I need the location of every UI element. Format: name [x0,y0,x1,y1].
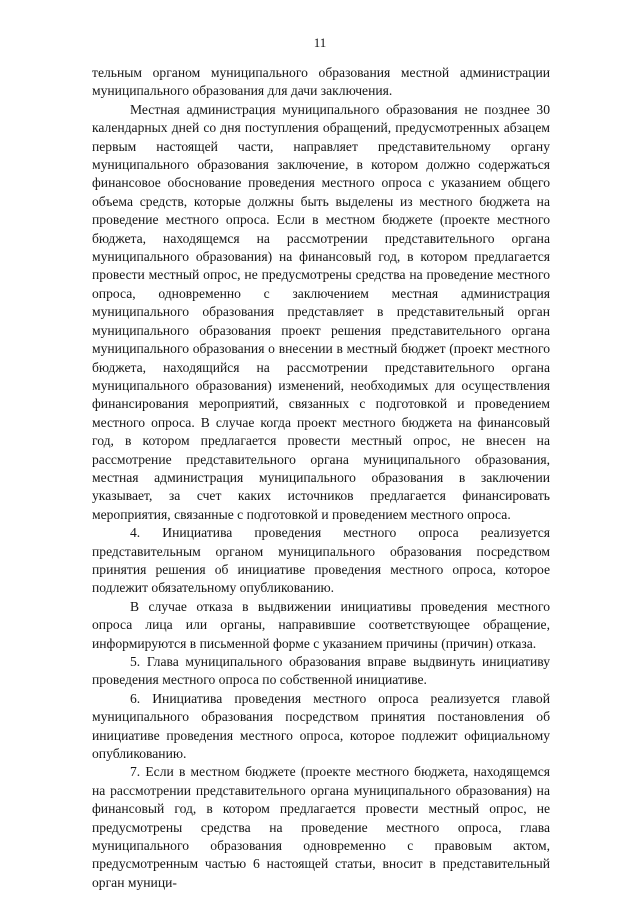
paragraph-item-4: 4. Инициатива проведения местного опроса реализуется представительным органом муниципального образования посредством принятия решения об инициативе проведения местного опроса, которое подлежит обязательному опубликованию. [92,525,550,596]
paragraph-administration-conclusion: Местная администрация муниципального образования не позднее 30 календарных дней со дня поступления обращений, предусмотренных абзацем первым настоящей части, направляет представительному органу муниципального образования заключение, в котором должно содержаться финансовое обоснование проведения местного опроса с указанием общего объема средств, которые должны быть выделены из местного бюджета на проведение местного опроса. Если в местном бюджете (проекте местного бюджета, находящемся на рассмотрении представительного органа муниципального образования) на финансовый год, в котором предлагается провести местный опрос, не предусмотрены средства на проведение местного опроса, одновременно с заключением местная администрация муниципального образования представляет в представительный орган муниципального образования проект решения представительного органа муниципального образования о внесении в местный бюджет (проект местного бюджета, находящийся на рассмотрении представительного органа муниципального образования) изменений, необходимых для осуществления финансирования мероприятий, связанных с подготовкой и проведением местного опроса. В случае когда проект местного бюджета на финансовый год, в котором предлагается провести местный опрос, не внесен на рассмотрение представительного органа муниципального образования, местная администрация муниципального образования в заключении указывает, за счет каких источников предлагается финансировать мероприятия, связанные с подготовкой и проведением местного опроса. [92,101,550,522]
paragraph-continuation: тельным органом муниципального образования местной администрации муниципального образования для дачи заключения. [92,65,550,99]
paragraph-item-6: 6. Инициатива проведения местного опроса реализуется главой муниципального образования посредством принятия постановления об инициативе проведения местного опроса, которое подлежит официальному опубликованию. [92,690,550,762]
page-number: 11 [313,35,327,50]
paragraph-item-5: 5. Глава муниципального образования вправе выдвинуть инициативу проведения местного опроса по собственной инициативе. [92,654,550,688]
paragraph-item-7: 7. Если в местном бюджете (проекте местного бюджета, находящемся на рассмотрении представительного органа муниципального образования) на финансовый год, в котором предлагается провести местный опрос, не предусмотрены средства на проведение местного опроса, глава муниципального образования одновременно с правовым актом, предусмотренным частью 6 настоящей статьи, вносит в представительный орган муници- [92,764,550,890]
document-body [92,64,550,892]
paragraph-refusal: В случае отказа в выдвижении инициативы проведения местного опроса лица или органы, направившие соответствующее обращение, информируются в письменной форме с указанием причины (причин) отказа. [92,598,550,651]
